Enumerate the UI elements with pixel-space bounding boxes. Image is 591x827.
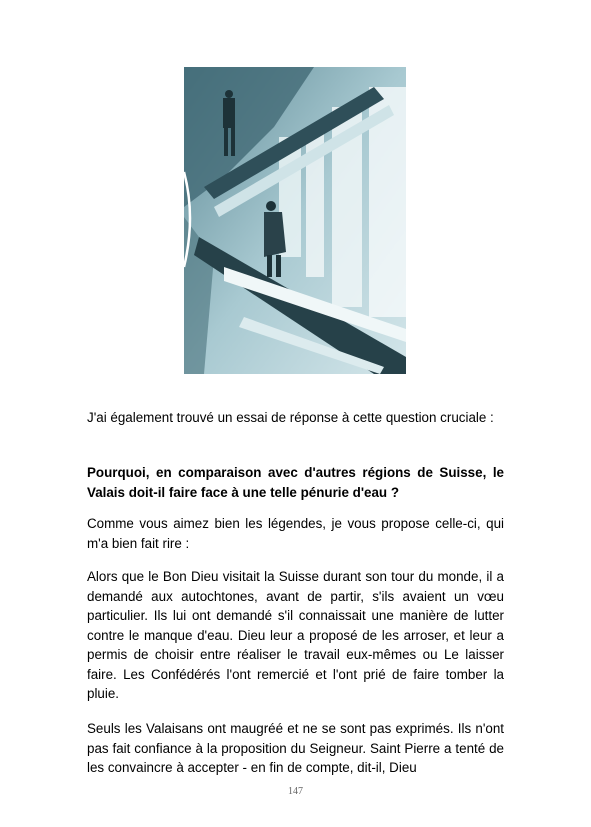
photo-icon (184, 67, 406, 374)
paragraph-legend: Alors que le Bon Dieu visitait la Suisse durant son tour du monde, il a demandé aux autochtones, avant de partir, s'ils avaient un vœu particulier. Ils lui ont demandé s'il connaissait une manière de lutter contre le manque d'eau. Dieu leur a proposé de les arroser, et leur a permis de choisir entre réaliser le travail eux-mêmes ou Le laisser faire. Les Confédérés l'ont remercié et l'ont prié de faire tomber la pluie. (87, 569, 504, 701)
paragraph-intro: J'ai également trouvé un essai de réponse à cette question cruciale : (87, 410, 494, 425)
paragraph-question: Pourquoi, en comparaison avec d'autres régions de Suisse, le Valais doit-il faire face à une telle pénurie d'eau ? (87, 465, 504, 500)
page-number: 147 (288, 786, 303, 797)
paragraph-valaisans: Seuls les Valaisans ont maugréé et ne se sont pas exprimés. Ils n'ont pas fait confiance à la proposition du Seigneur. Saint Pierre a tenté de les convaincre à accepter - en fin de compte, dit-il, Dieu (87, 721, 504, 775)
paragraph-legend-intro: Comme vous aimez bien les légendes, je vous propose celle-ci, qui m'a bien fait rire : (87, 516, 504, 551)
